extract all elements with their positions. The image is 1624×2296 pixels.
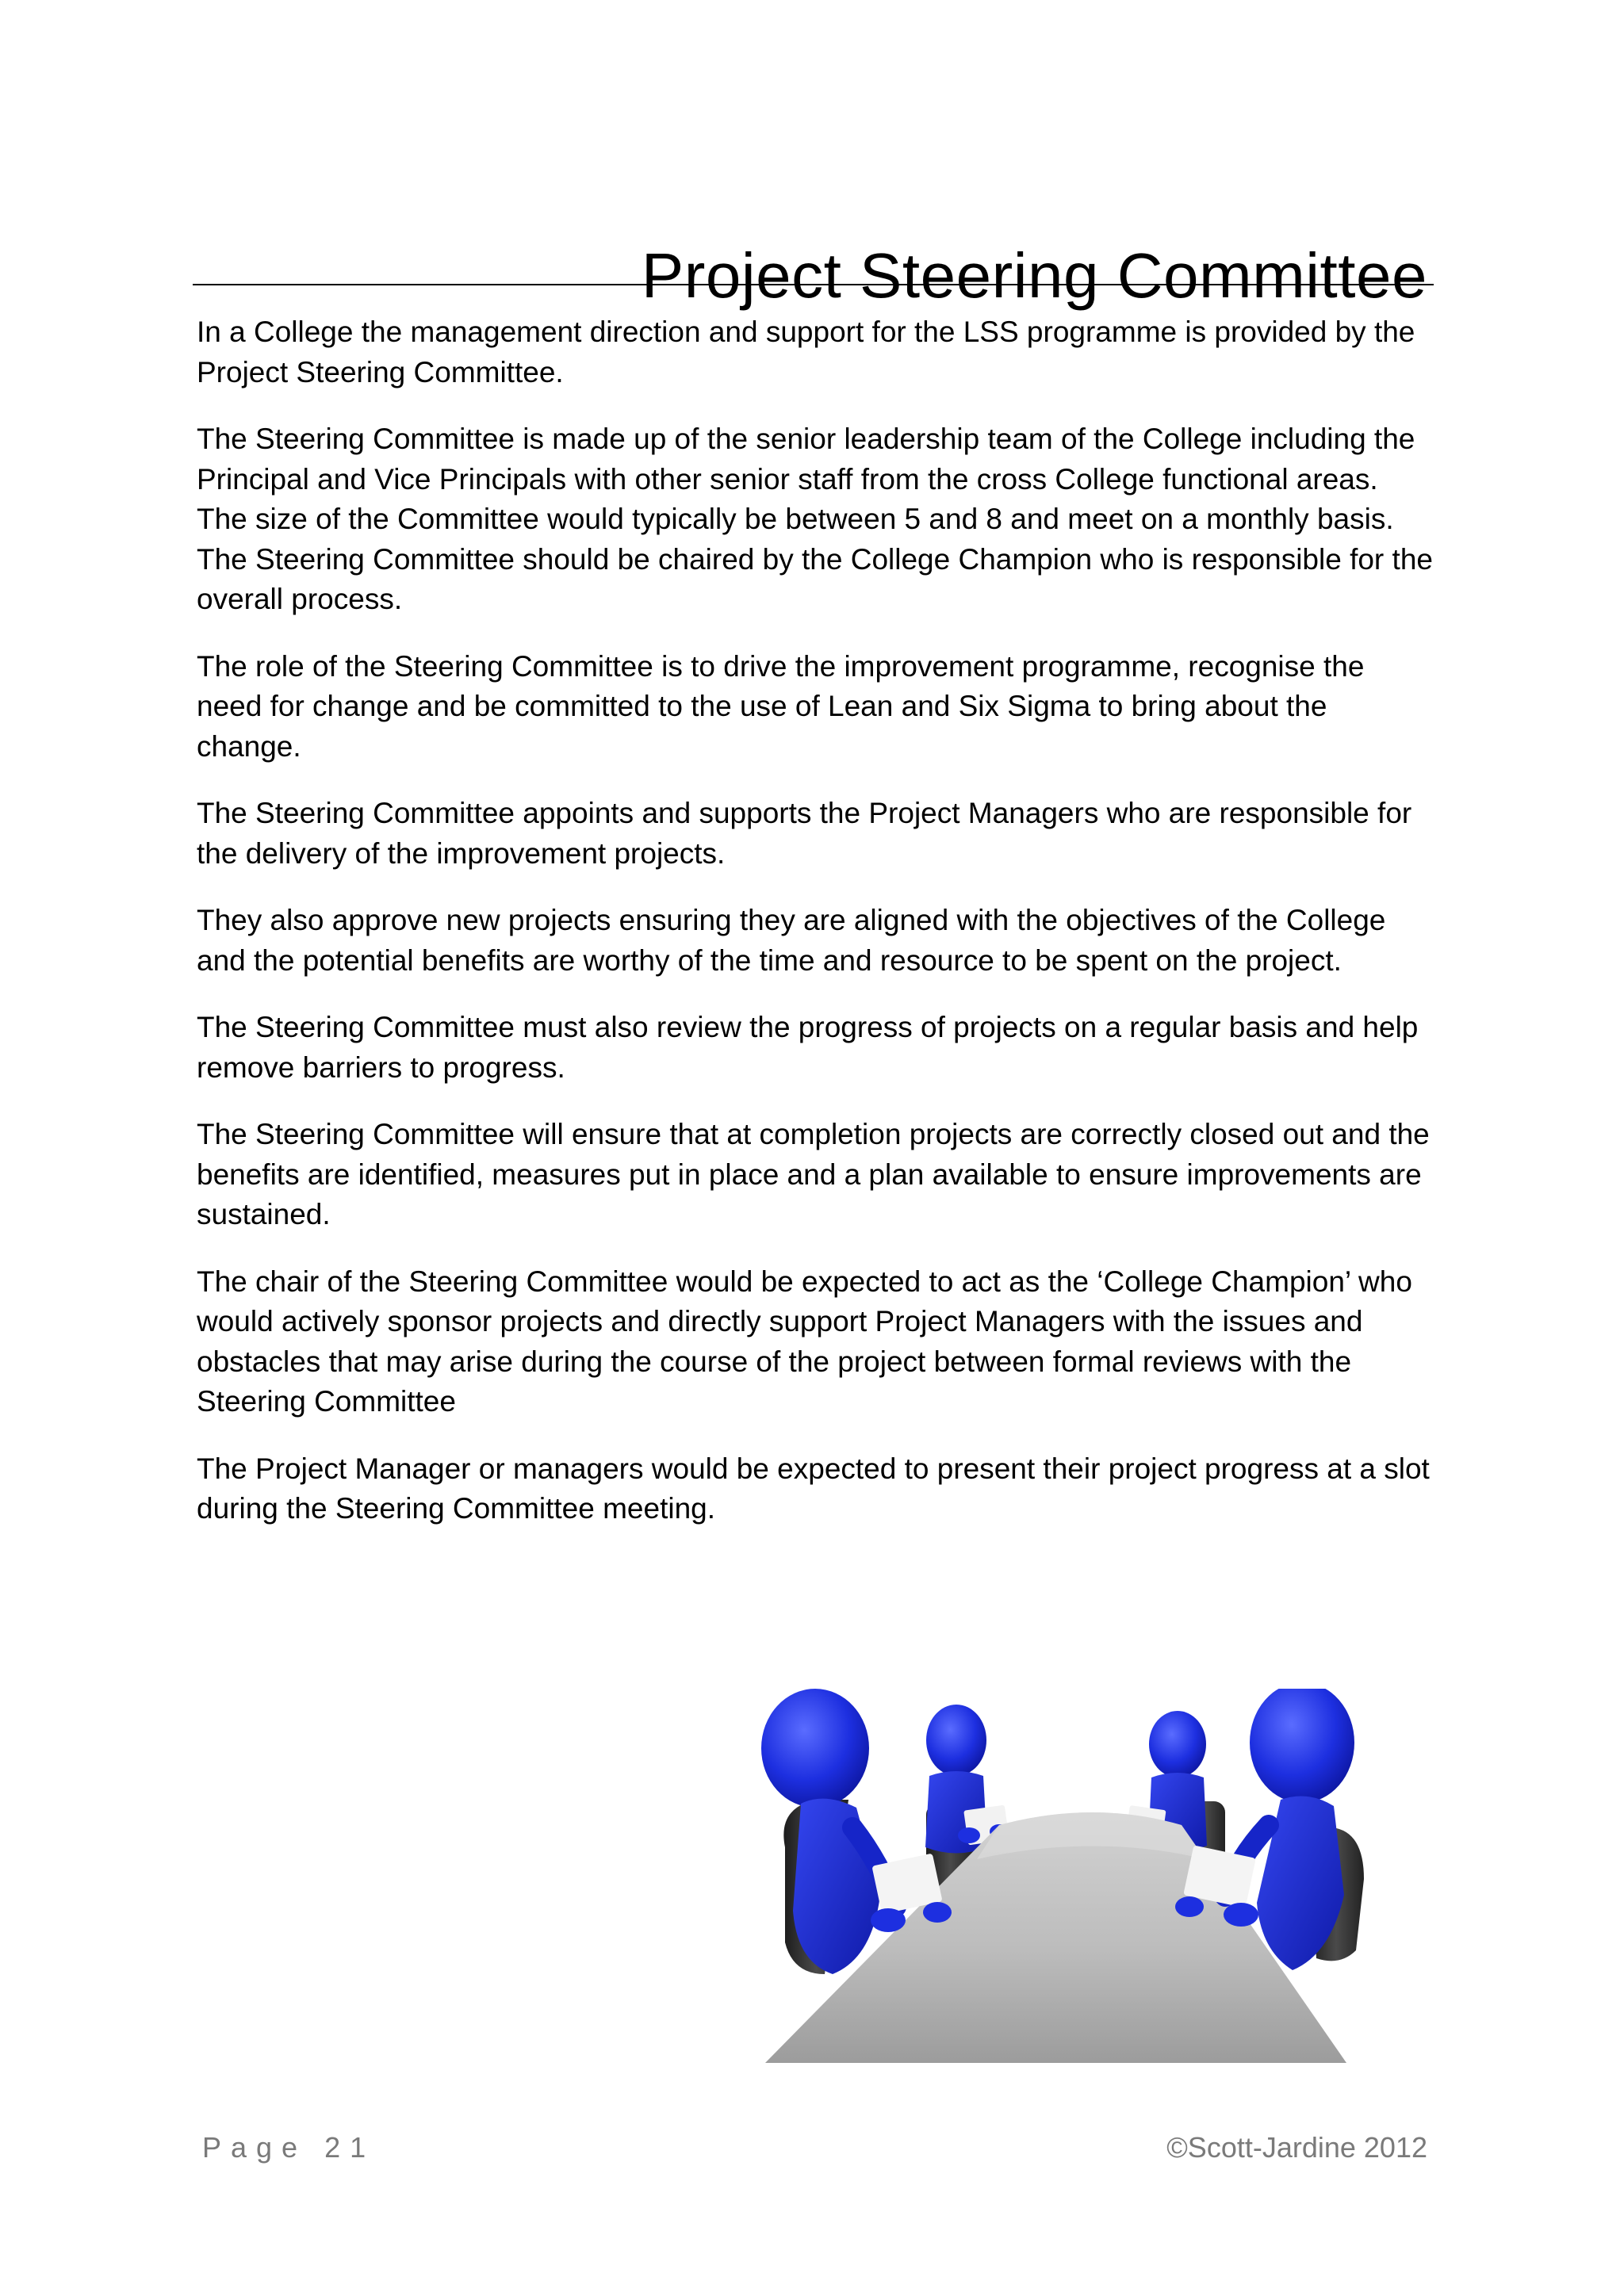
paragraph: The Steering Committee must also review the progress of projects on a regular basis and help remove barriers to progress.	[197, 1011, 1419, 1084]
paragraph: They also approve new projects ensuring they are aligned with the objectives of the College and the potential benefits are worthy of the time and resource to be spent on the project.	[197, 904, 1386, 977]
meeting-table-icon	[761, 1689, 1380, 2069]
title-divider	[193, 284, 1434, 285]
paragraph: The chair of the Steering Committee would be expected to act as the ‘College Champion’ who would actively sponsor projects and directly support Project Managers with the issues and obstacles that may arise during the course of the project between formal reviews with the Steering Committee	[197, 1265, 1412, 1418]
copyright-notice: ©Scott-Jardine 2012	[1166, 2131, 1427, 2164]
paragraph: The role of the Steering Committee is to drive the improvement programme, recognise the need for change and be committed to the use of Lean and Six Sigma to bring about the change.	[197, 649, 1365, 763]
paragraph: The Steering Committee will ensure that at completion projects are correctly closed out and the benefits are identified, measures put in place and a plan available to ensure improvements are sustained.	[197, 1118, 1430, 1230]
paragraph: The Steering Committee appoints and supports the Project Managers who are responsible for the delivery of the improvement projects.	[197, 797, 1412, 870]
page-number: Page 21	[202, 2131, 376, 2164]
body-text	[197, 312, 1434, 1556]
paragraph: The Project Manager or managers would be expected to present their project progress at a slot during the Steering Committee meeting.	[197, 1452, 1430, 1525]
meeting-illustration	[761, 1689, 1380, 2069]
page-title: Project Steering Committee	[641, 239, 1427, 311]
paragraph: The Steering Committee is made up of the senior leadership team of the College including the Principal and Vice Principals with other senior staff from the cross College functional areas. The size of the Committee would typically be between 5 and 8 and meet on a monthly basis. The Steering Committee should be chaired by the College Champion who is responsible for the overall process.	[197, 423, 1433, 615]
paragraph: In a College the management direction and support for the LSS programme is provided by the Project Steering Committee.	[197, 316, 1415, 388]
